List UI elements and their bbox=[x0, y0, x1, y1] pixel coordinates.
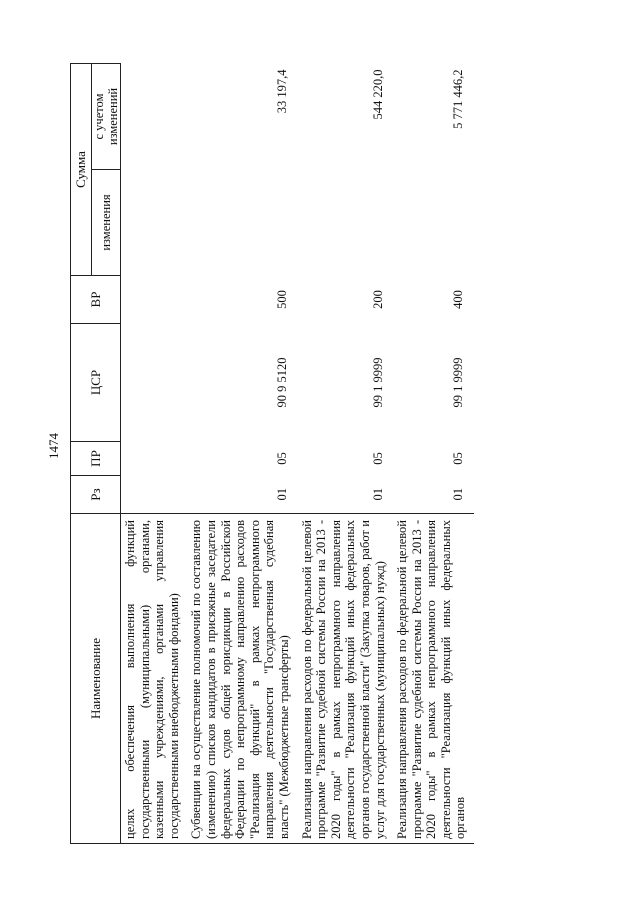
row-vr: 400 bbox=[451, 290, 466, 309]
row-changes bbox=[393, 170, 474, 276]
header-pr: ПР bbox=[71, 442, 121, 476]
row-csr: 90 9 5120 bbox=[274, 357, 289, 408]
row-csr bbox=[121, 324, 188, 442]
header-rz: Рз bbox=[71, 476, 121, 514]
row-rz bbox=[121, 476, 188, 514]
row-changes bbox=[121, 170, 188, 276]
page-number: 1474 bbox=[46, 433, 61, 459]
row-name: Реализация направления расходов по федеральной целевой программе "Развитие судебной системы России на 2013 - 2020 годы" в рамках непрограммного направления деятельности "Реализация функций иных федеральных органов bbox=[393, 514, 474, 844]
budget-table bbox=[70, 63, 474, 844]
row-rz: 01 bbox=[370, 488, 385, 501]
header-changes: изменения bbox=[92, 170, 121, 276]
row-total: 33 197,4 bbox=[274, 69, 289, 114]
header-csr: ЦСР bbox=[71, 324, 121, 442]
row-changes bbox=[187, 170, 297, 276]
row-csr: 99 1 9999 bbox=[451, 357, 466, 408]
row-rz: 01 bbox=[274, 488, 289, 501]
row-pr: 05 bbox=[274, 452, 289, 465]
table-row bbox=[393, 64, 474, 844]
table-row bbox=[121, 64, 188, 844]
row-pr: 05 bbox=[370, 452, 385, 465]
row-rz: 01 bbox=[451, 488, 466, 501]
row-name: целях обеспечения выполнения функций государственными (муниципальными) органами, казенными учреждениями, органами управления государственными внебюджетными фондами) bbox=[121, 514, 188, 844]
row-name: Субвенции на осуществление полномочий по составлению (изменению) списков кандидатов в присяжные заседатели федеральных судов общей юрисдикции в Российской Федерации по непрограммному направлению расходов "Реализация функций" в рамках непрограммного направления деятельности "Государственная судебная власть" (Межбюджетные трансферты) bbox=[187, 514, 297, 844]
table-row bbox=[298, 64, 394, 844]
row-csr: 99 1 9999 bbox=[370, 357, 385, 408]
row-vr: 500 bbox=[274, 290, 289, 309]
table-row bbox=[187, 64, 297, 844]
row-changes bbox=[298, 170, 394, 276]
header-vr: ВР bbox=[71, 276, 121, 324]
budget-table-sheet bbox=[70, 64, 630, 844]
row-vr bbox=[121, 276, 188, 324]
row-total bbox=[121, 64, 188, 170]
header-with-changes: с учетом изменений bbox=[92, 64, 121, 170]
row-pr bbox=[121, 442, 188, 476]
row-total: 5 771 446,2 bbox=[451, 69, 466, 129]
row-name: Реализация направления расходов по федеральной целевой программе "Развитие судебной системы России на 2013 - 2020 годы" в рамках непрограммного направления деятельности "Реализация функций иных федеральных органов государственной власти" (Закупка товаров, работ и услуг для государственных (муниципальных) нужд) bbox=[298, 514, 394, 844]
header-sum: Сумма bbox=[71, 64, 92, 276]
header-name: Наименование bbox=[71, 514, 121, 844]
row-vr: 200 bbox=[370, 290, 385, 309]
row-pr: 05 bbox=[451, 452, 466, 465]
row-total: 544 220,0 bbox=[370, 69, 385, 120]
